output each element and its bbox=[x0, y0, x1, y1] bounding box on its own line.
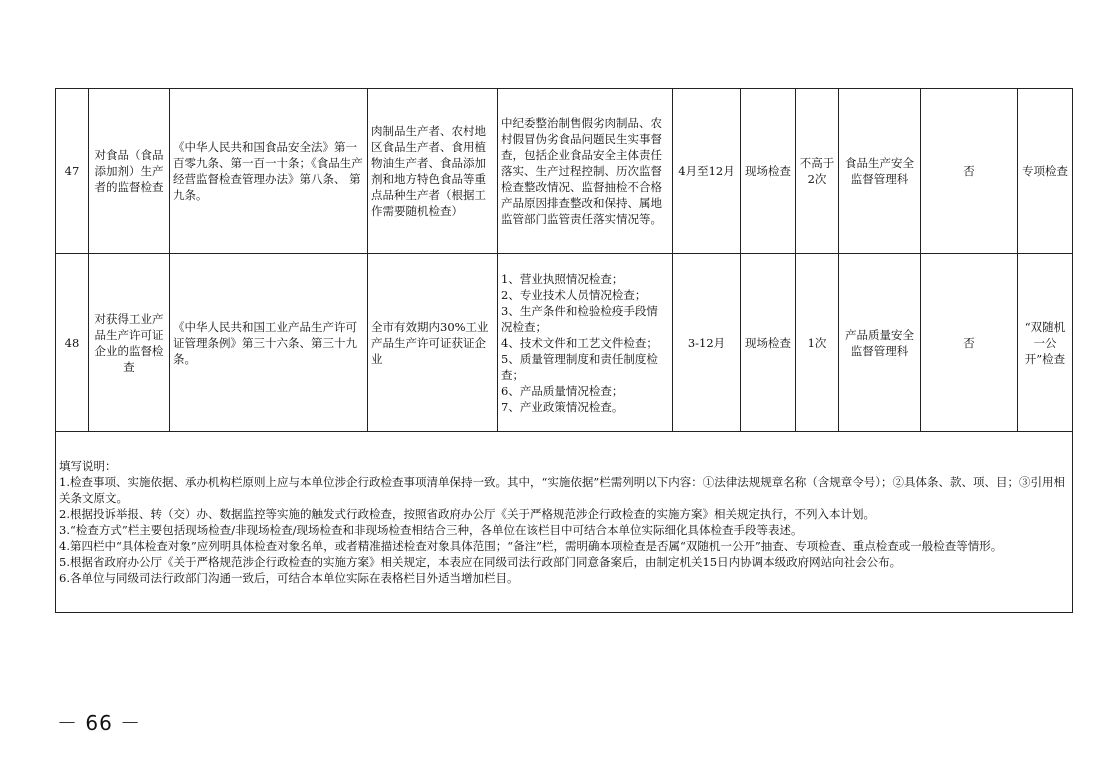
note-item: 1.检查事项、实施依据、承办机构栏原则上应与本单位涉企行政检查事项清单保持一致。其中，“实施依据”栏需列明以下内容：①法律法规规章名称（含规章令号）；②具体条、款、项、目；③引用相关条文原文。 bbox=[59, 475, 1065, 505]
content-line: 7、产业政策情况检查。 bbox=[501, 399, 624, 414]
note-item: 6.各单位与同级司法行政部门沟通一致后，可结合本单位实际在表格栏目外适当增加栏目。 bbox=[59, 571, 519, 585]
page-number: － 66 － bbox=[57, 711, 142, 735]
note-item: 4.第四栏中“具体检查对象”应列明具体检查对象名单，或者精准描述检查对象具体范围；“备注”栏，需明确本项检查是否属“双随机一公开”抽查、专项检查、重点检查或一般检查等情形。 bbox=[59, 539, 1003, 553]
remark: 专项检查 bbox=[1018, 89, 1073, 254]
notes-title: 填写说明： bbox=[59, 459, 117, 473]
double-random-flag: 否 bbox=[921, 89, 1018, 254]
filling-instructions bbox=[56, 432, 1073, 613]
table-row bbox=[56, 254, 1073, 432]
double-random-flag: 否 bbox=[921, 254, 1018, 432]
legal-basis: 《中华人民共和国食品安全法》第一百零九条、第一百一十条；《食品生产经营监督检查管理办法》第八条、 第九条。 bbox=[170, 89, 368, 254]
inspection-method: 现场检查 bbox=[741, 254, 796, 432]
inspection-content: 中纪委整治制售假劣肉制品、农村假冒伪劣食品问题民生实事督查，包括企业食品安全主体责任落实、生产过程控制、历次监督检查整改情况、监督抽检不合格产品原因排查整改和保持、属地监管部门监管责任落实情况等。 bbox=[498, 89, 673, 254]
inspection-time: 4月至12月 bbox=[673, 89, 741, 254]
content-line: 2、专业技术人员情况检查； bbox=[501, 287, 647, 302]
inspection-method: 现场检查 bbox=[741, 89, 796, 254]
inspection-item: 对获得工业产品生产许可证企业的监督检查 bbox=[89, 254, 170, 432]
note-item: 2.根据投诉举报、转（交）办、数据监控等实施的触发式行政检查，按照省政府办公厅《关于严格规范涉企行政检查的实施方案》相关规定执行，不列入本计划。 bbox=[59, 507, 875, 521]
content-line: 4、技术文件和工艺文件检查； bbox=[501, 335, 658, 350]
note-item: 3.“检查方式”栏主要包括现场检查/非现场检查/现场检查和非现场检查相结合三种，各单位在该栏目中可结合本单位实际细化具体检查手段等表述。 bbox=[59, 523, 803, 537]
note-item: 5.根据省政府办公厅《关于严格规范涉企行政检查的实施方案》相关规定，本表应在同级司法行政部门同意备案后，由制定机关15日内协调本级政府网站向社会公布。 bbox=[59, 555, 902, 569]
inspection-frequency: 1次 bbox=[796, 254, 839, 432]
responsible-department: 产品质量安全监督管理科 bbox=[839, 254, 921, 432]
responsible-department: 食品生产安全监督管理科 bbox=[839, 89, 921, 254]
inspection-plan-table bbox=[55, 88, 1073, 613]
inspection-object: 全市有效期内30%工业产品生产许可证获证企业 bbox=[368, 254, 498, 432]
inspection-time: 3-12月 bbox=[673, 254, 741, 432]
content-line: 3、生产条件和检验检疫手段情况检查； bbox=[501, 303, 658, 334]
content-line: 1、营业执照情况检查； bbox=[501, 271, 624, 286]
row-number: 48 bbox=[56, 254, 89, 432]
table-row bbox=[56, 89, 1073, 254]
inspection-object: 肉制品生产者、农村地区食品生产者、食用植物油生产者、食品添加剂和地方特色食品等重点品种生产者（根据工作需要随机检查） bbox=[368, 89, 498, 254]
row-number: 47 bbox=[56, 89, 89, 254]
inspection-frequency: 不高于2次 bbox=[796, 89, 839, 254]
content-line: 5、质量管理制度和责任制度检查； bbox=[501, 351, 658, 382]
remark: “双随机一公开”检查 bbox=[1018, 254, 1073, 432]
notes-row bbox=[56, 432, 1073, 613]
inspection-item: 对食品（食品添加剂）生产者的监督检查 bbox=[89, 89, 170, 254]
content-line: 6、产品质量情况检查； bbox=[501, 383, 624, 398]
inspection-content bbox=[498, 254, 673, 432]
legal-basis: 《中华人民共和国工业产品生产许可证管理条例》第三十六条、第三十九条。 bbox=[170, 254, 368, 432]
